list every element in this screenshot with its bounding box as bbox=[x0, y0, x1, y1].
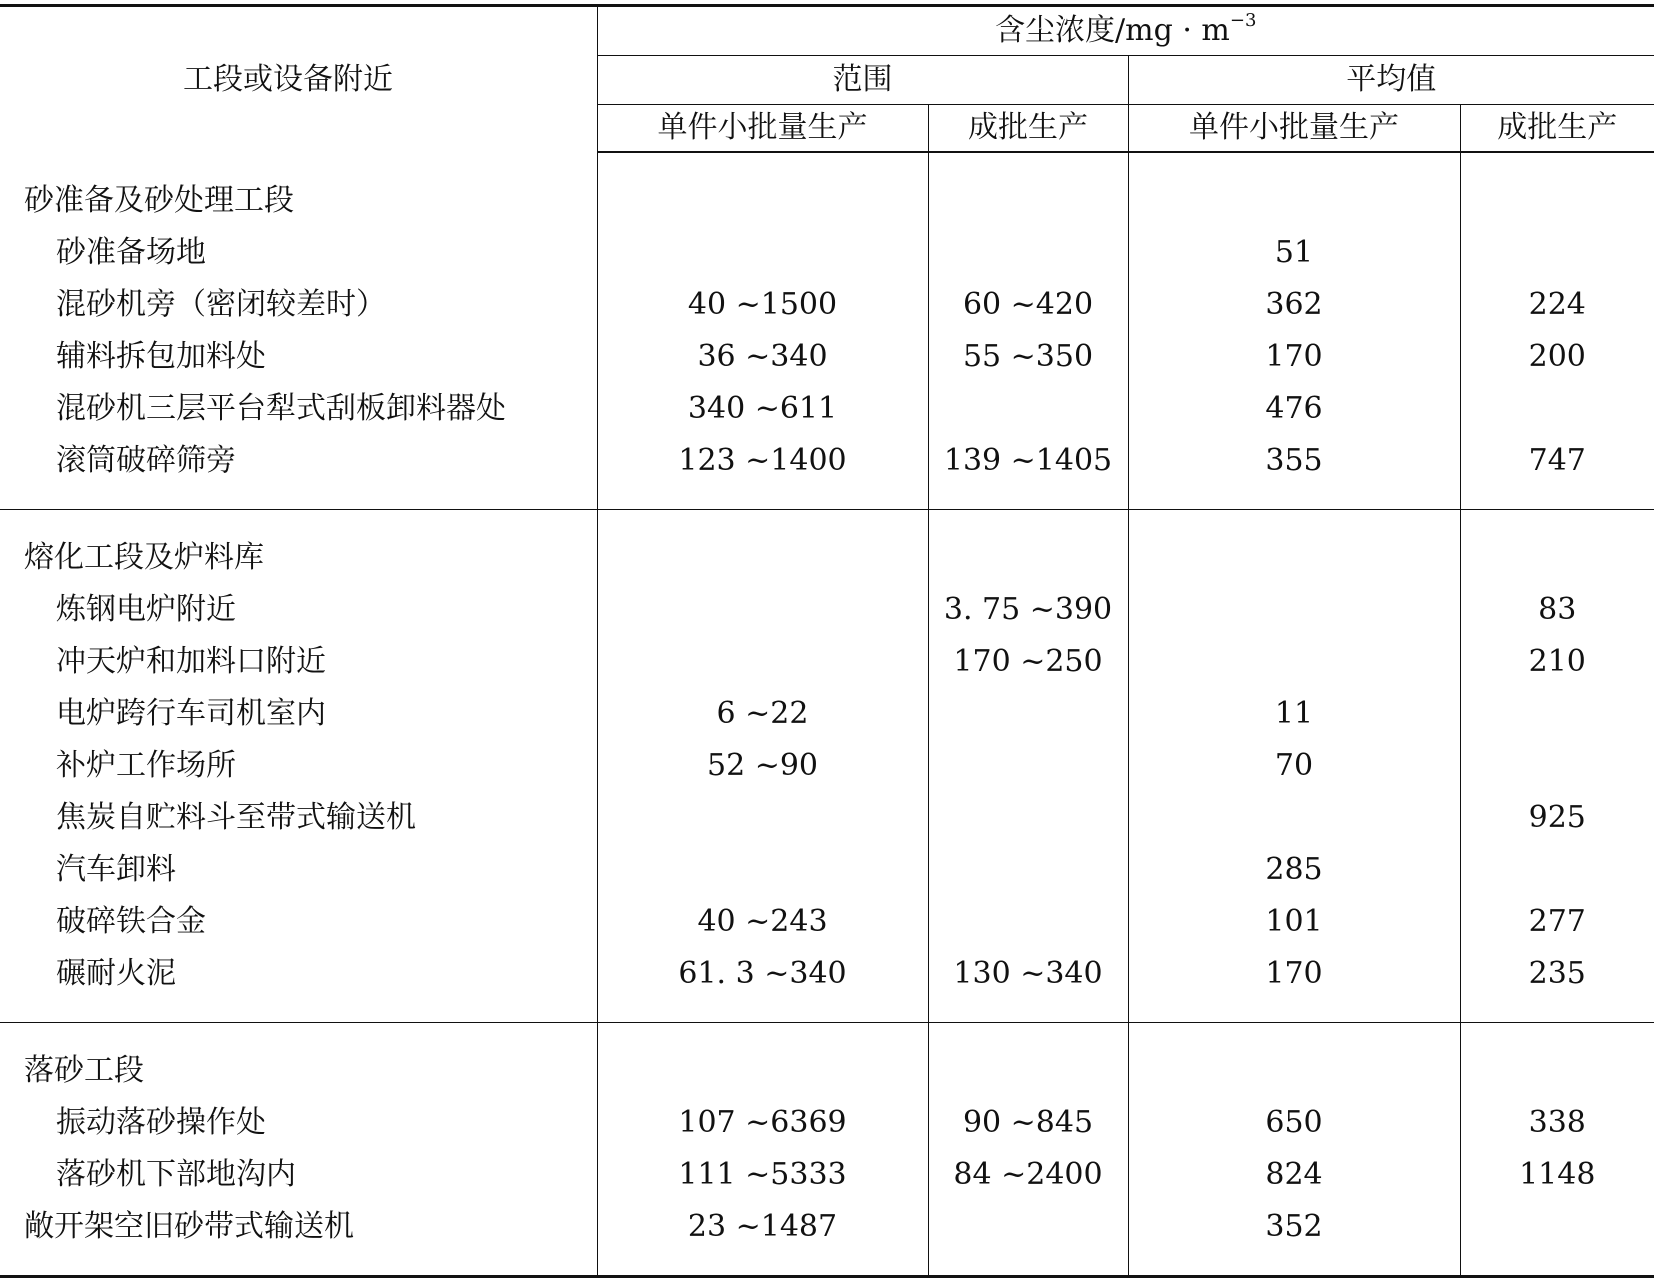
average-single-small-value bbox=[1128, 792, 1460, 844]
average-batch-value: 83 bbox=[1460, 584, 1654, 636]
spacer-cell bbox=[928, 152, 1128, 175]
range-batch-value: 170 ~250 bbox=[928, 636, 1128, 688]
spacer-cell bbox=[1128, 487, 1460, 510]
spacer-cell bbox=[1460, 152, 1654, 175]
range-single-small-value: 36 ~340 bbox=[597, 331, 928, 383]
spacer-cell bbox=[1128, 510, 1460, 533]
range-batch-value: 139 ~1405 bbox=[928, 435, 1128, 487]
average-batch-value: 200 bbox=[1460, 331, 1654, 383]
location-name: 混砂机旁（密闭较差时） bbox=[56, 287, 386, 322]
spacer-cell bbox=[0, 1023, 597, 1046]
spacer-cell bbox=[597, 1253, 928, 1277]
spacer-row bbox=[0, 1000, 1654, 1023]
average-single-small-value: 170 bbox=[1128, 331, 1460, 383]
location-name: 落砂机下部地沟内 bbox=[56, 1157, 296, 1192]
empty-cell bbox=[1128, 175, 1460, 227]
section-title: 砂准备及砂处理工段 bbox=[24, 183, 294, 218]
spacer-cell bbox=[1460, 1023, 1654, 1046]
range-batch-value: 130 ~340 bbox=[928, 948, 1128, 1000]
table-row bbox=[0, 688, 1654, 740]
range-batch-value bbox=[928, 227, 1128, 279]
range-single-small-value bbox=[597, 584, 928, 636]
table-row bbox=[0, 435, 1654, 487]
spacer-cell bbox=[597, 487, 928, 510]
table-body bbox=[0, 152, 1654, 1277]
range-single-small-value: 107 ~6369 bbox=[597, 1097, 928, 1149]
table-row bbox=[0, 584, 1654, 636]
table-row bbox=[0, 1201, 1654, 1253]
section-title: 熔化工段及炉料库 bbox=[24, 540, 264, 575]
location-name: 碾耐火泥 bbox=[56, 956, 176, 991]
empty-cell bbox=[1128, 532, 1460, 584]
range-batch-value bbox=[928, 1201, 1128, 1253]
table-row bbox=[0, 740, 1654, 792]
empty-cell bbox=[1460, 1045, 1654, 1097]
range-single-small-value: 40 ~1500 bbox=[597, 279, 928, 331]
range-batch-header: 成批生产 bbox=[928, 105, 1128, 153]
location-name: 破碎铁合金 bbox=[56, 904, 206, 939]
spacer-cell bbox=[597, 510, 928, 533]
dust-concentration-table bbox=[0, 4, 1654, 1278]
average-batch-value bbox=[1460, 383, 1654, 435]
average-single-small-value: 11 bbox=[1128, 688, 1460, 740]
range-single-small-value: 123 ~1400 bbox=[597, 435, 928, 487]
empty-cell bbox=[1128, 1045, 1460, 1097]
section-title-row bbox=[0, 175, 1654, 227]
average-batch-value bbox=[1460, 1201, 1654, 1253]
empty-cell bbox=[597, 532, 928, 584]
range-batch-value: 60 ~420 bbox=[928, 279, 1128, 331]
average-single-small-value bbox=[1128, 584, 1460, 636]
table-row bbox=[0, 1097, 1654, 1149]
average-batch-value bbox=[1460, 688, 1654, 740]
empty-cell bbox=[928, 175, 1128, 227]
location-name: 混砂机三层平台犁式刮板卸料器处 bbox=[56, 391, 506, 426]
section-title-row bbox=[0, 1045, 1654, 1097]
range-header: 范围 bbox=[597, 56, 1128, 105]
spacer-cell bbox=[0, 510, 597, 533]
location-name: 敞开架空旧砂带式输送机 bbox=[24, 1209, 354, 1244]
range-single-small-header: 单件小批量生产 bbox=[597, 105, 928, 153]
location-name: 辅料拆包加料处 bbox=[56, 339, 266, 374]
spacer-cell bbox=[1460, 1253, 1654, 1277]
location-name: 补炉工作场所 bbox=[56, 748, 236, 783]
average-single-small-value: 285 bbox=[1128, 844, 1460, 896]
average-single-small-value bbox=[1128, 636, 1460, 688]
average-batch-value: 277 bbox=[1460, 896, 1654, 948]
range-batch-value bbox=[928, 740, 1128, 792]
average-batch-value bbox=[1460, 227, 1654, 279]
range-single-small-value: 111 ~5333 bbox=[597, 1149, 928, 1201]
location-name: 振动落砂操作处 bbox=[56, 1105, 266, 1140]
concentration-header bbox=[597, 6, 1654, 56]
spacer-cell bbox=[1460, 510, 1654, 533]
table-row bbox=[0, 844, 1654, 896]
section-title-row bbox=[0, 532, 1654, 584]
average-batch-header: 成批生产 bbox=[1460, 105, 1654, 153]
table-row bbox=[0, 227, 1654, 279]
location-name: 焦炭自贮料斗至带式输送机 bbox=[56, 800, 416, 835]
spacer-cell bbox=[1128, 1023, 1460, 1046]
average-single-small-header: 单件小批量生产 bbox=[1128, 105, 1460, 153]
spacer-cell bbox=[928, 1000, 1128, 1023]
spacer-cell bbox=[597, 1023, 928, 1046]
spacer-cell bbox=[928, 510, 1128, 533]
spacer-row bbox=[0, 487, 1654, 510]
table-header bbox=[0, 6, 1654, 153]
spacer-cell bbox=[0, 152, 597, 175]
table-row bbox=[0, 279, 1654, 331]
spacer-row bbox=[0, 152, 1654, 175]
range-batch-value bbox=[928, 792, 1128, 844]
range-single-small-value: 340 ~611 bbox=[597, 383, 928, 435]
table-row bbox=[0, 1149, 1654, 1201]
average-batch-value: 925 bbox=[1460, 792, 1654, 844]
location-name: 砂准备场地 bbox=[56, 235, 206, 270]
location-name: 汽车卸料 bbox=[56, 852, 176, 887]
location-name: 冲天炉和加料口附近 bbox=[56, 644, 326, 679]
range-single-small-value: 61. 3 ~340 bbox=[597, 948, 928, 1000]
empty-cell bbox=[1460, 175, 1654, 227]
location-name: 电炉跨行车司机室内 bbox=[56, 696, 326, 731]
table-row bbox=[0, 896, 1654, 948]
spacer-row bbox=[0, 1253, 1654, 1277]
section-title: 落砂工段 bbox=[24, 1053, 144, 1088]
spacer-cell bbox=[597, 1000, 928, 1023]
average-batch-value: 747 bbox=[1460, 435, 1654, 487]
empty-cell bbox=[928, 1045, 1128, 1097]
table-row bbox=[0, 948, 1654, 1000]
range-batch-value: 84 ~2400 bbox=[928, 1149, 1128, 1201]
spacer-cell bbox=[1128, 152, 1460, 175]
range-batch-value bbox=[928, 844, 1128, 896]
average-batch-value: 224 bbox=[1460, 279, 1654, 331]
range-single-small-value: 40 ~243 bbox=[597, 896, 928, 948]
average-single-small-value: 476 bbox=[1128, 383, 1460, 435]
location-name: 炼钢电炉附近 bbox=[56, 592, 236, 627]
range-single-small-value bbox=[597, 844, 928, 896]
concentration-unit-text: 含尘浓度/mg · m bbox=[995, 13, 1230, 48]
spacer-row bbox=[0, 1023, 1654, 1046]
spacer-cell bbox=[0, 1000, 597, 1023]
empty-cell bbox=[1460, 532, 1654, 584]
average-single-small-value: 824 bbox=[1128, 1149, 1460, 1201]
spacer-cell bbox=[1128, 1253, 1460, 1277]
spacer-cell bbox=[597, 152, 928, 175]
range-single-small-value bbox=[597, 792, 928, 844]
average-header: 平均值 bbox=[1128, 56, 1654, 105]
average-batch-value: 235 bbox=[1460, 948, 1654, 1000]
average-single-small-value: 650 bbox=[1128, 1097, 1460, 1149]
range-batch-value: 3. 75 ~390 bbox=[928, 584, 1128, 636]
average-single-small-value: 51 bbox=[1128, 227, 1460, 279]
row-label-header: 工段或设备附近 bbox=[0, 6, 597, 153]
spacer-cell bbox=[1460, 1000, 1654, 1023]
average-single-small-value: 170 bbox=[1128, 948, 1460, 1000]
location-name: 滚筒破碎筛旁 bbox=[56, 443, 236, 478]
spacer-cell bbox=[928, 1023, 1128, 1046]
spacer-cell bbox=[0, 487, 597, 510]
average-single-small-value: 70 bbox=[1128, 740, 1460, 792]
range-single-small-value: 6 ~22 bbox=[597, 688, 928, 740]
average-batch-value: 338 bbox=[1460, 1097, 1654, 1149]
range-batch-value bbox=[928, 688, 1128, 740]
range-single-small-value: 23 ~1487 bbox=[597, 1201, 928, 1253]
range-batch-value bbox=[928, 896, 1128, 948]
average-batch-value: 1148 bbox=[1460, 1149, 1654, 1201]
range-single-small-value: 52 ~90 bbox=[597, 740, 928, 792]
average-single-small-value: 101 bbox=[1128, 896, 1460, 948]
average-single-small-value: 362 bbox=[1128, 279, 1460, 331]
range-batch-value bbox=[928, 383, 1128, 435]
average-batch-value bbox=[1460, 740, 1654, 792]
range-single-small-value bbox=[597, 227, 928, 279]
spacer-row bbox=[0, 510, 1654, 533]
range-batch-value: 90 ~845 bbox=[928, 1097, 1128, 1149]
table-row bbox=[0, 331, 1654, 383]
spacer-cell bbox=[928, 487, 1128, 510]
spacer-cell bbox=[1128, 1000, 1460, 1023]
table-row bbox=[0, 383, 1654, 435]
average-single-small-value: 355 bbox=[1128, 435, 1460, 487]
average-batch-value: 210 bbox=[1460, 636, 1654, 688]
spacer-cell bbox=[928, 1253, 1128, 1277]
empty-cell bbox=[597, 1045, 928, 1097]
spacer-cell bbox=[0, 1253, 597, 1277]
range-batch-value: 55 ~350 bbox=[928, 331, 1128, 383]
empty-cell bbox=[928, 532, 1128, 584]
table-row bbox=[0, 636, 1654, 688]
empty-cell bbox=[597, 175, 928, 227]
spacer-cell bbox=[1460, 487, 1654, 510]
concentration-unit-exponent: −3 bbox=[1229, 10, 1257, 31]
table-row bbox=[0, 792, 1654, 844]
average-single-small-value: 352 bbox=[1128, 1201, 1460, 1253]
range-single-small-value bbox=[597, 636, 928, 688]
average-batch-value bbox=[1460, 844, 1654, 896]
